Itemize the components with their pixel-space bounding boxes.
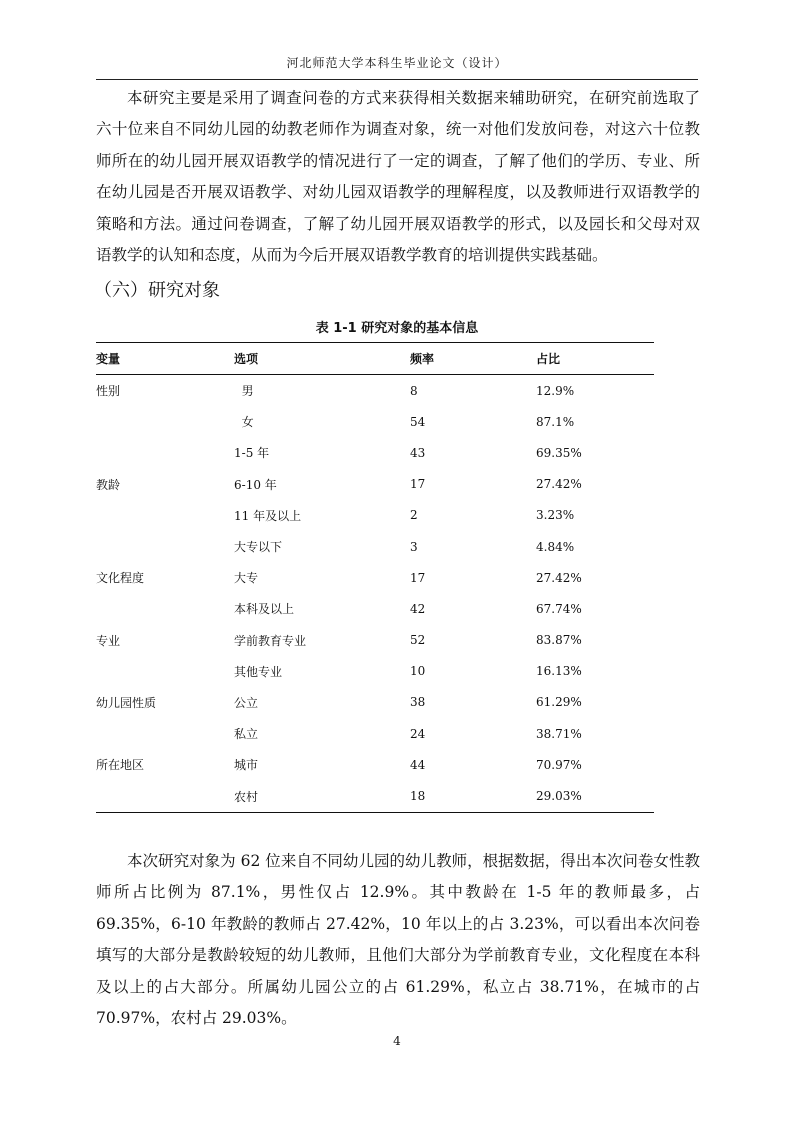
cell-option: 本科及以上 [234, 602, 295, 617]
cell-variable: 教龄 [96, 477, 121, 492]
header-divider [96, 79, 698, 80]
cell-option: 6-10 年 [234, 477, 277, 492]
page-header: 河北师范大学本科生毕业论文（设计） [286, 56, 508, 70]
cell-option: 学前教育专业 [234, 633, 307, 648]
header-option: 选项 [234, 343, 410, 375]
cell-frequency: 2 [410, 508, 418, 523]
cell-frequency: 3 [410, 539, 418, 554]
table-row [96, 780, 654, 812]
cell-percentage: 69.35% [536, 445, 582, 460]
cell-percentage: 27.42% [536, 477, 582, 492]
cell-variable: 幼儿园性质 [96, 695, 157, 710]
subjects-table [96, 342, 654, 813]
cell-option: 公立 [234, 695, 259, 710]
cell-frequency: 38 [410, 695, 426, 710]
table-row [96, 749, 654, 780]
cell-variable: 文化程度 [96, 571, 145, 586]
header-percentage: 占比 [536, 343, 654, 375]
cell-percentage: 16.13% [536, 664, 582, 679]
summary-paragraph: 本次研究对象为 62 位来自不同幼儿园的幼儿教师，根据数据，得出本次问卷女性教师所占比例为 87.1%，男性仅占 12.9%。其中教龄在 1-5 年的教师最多，占 69.35%，6-10 年教龄的教师占 27.42%，10 年以上的占 3.23%，可以看出本次问卷填写的大部分是教龄较短的幼儿教师，且他们大部分为学前教育专业，文化程度在本科及以上的占大部分。所属幼儿园公立的占 61.29%，私立占 38.71%，在城市的占 70.97%，农村占 29.03%。 [96, 852, 700, 1028]
cell-variable [96, 718, 234, 749]
cell-frequency: 10 [410, 664, 426, 679]
cell-variable [96, 656, 234, 687]
cell-percentage: 4.84% [536, 539, 575, 554]
header-variable: 变量 [96, 343, 234, 375]
table-row [96, 375, 654, 407]
cell-option: 其他专业 [234, 664, 283, 679]
table-header-row [96, 343, 654, 375]
cell-option: 1-5 年 [234, 446, 270, 461]
cell-percentage: 29.03% [536, 780, 654, 812]
cell-variable [96, 531, 234, 562]
cell-option: 男 [234, 384, 254, 399]
cell-option: 大专以下 [234, 540, 283, 555]
cell-frequency: 8 [410, 383, 418, 398]
cell-percentage: 87.1% [536, 414, 575, 429]
cell-variable [96, 780, 234, 812]
table-row [96, 406, 654, 437]
cell-variable: 专业 [96, 633, 121, 648]
cell-frequency: 18 [410, 780, 536, 812]
table-row [96, 656, 654, 687]
cell-variable [96, 500, 234, 531]
cell-variable: 所在地区 [96, 758, 145, 773]
cell-percentage: 3.23% [536, 508, 575, 523]
table-row [96, 718, 654, 749]
cell-percentage: 70.97% [536, 757, 582, 772]
cell-percentage: 83.87% [536, 633, 582, 648]
header-frequency: 频率 [410, 343, 536, 375]
cell-option: 女 [234, 415, 254, 430]
cell-frequency: 43 [410, 445, 426, 460]
table-row [96, 562, 654, 593]
cell-variable [96, 406, 234, 437]
table-row [96, 593, 654, 624]
cell-frequency: 44 [410, 757, 426, 772]
cell-option: 城市 [234, 758, 259, 773]
table-caption: 表 1-1 研究对象的基本信息 [315, 321, 479, 336]
table-row [96, 687, 654, 718]
table-row [96, 531, 654, 562]
cell-frequency: 42 [410, 601, 426, 616]
cell-percentage: 61.29% [536, 695, 582, 710]
cell-option: 11 年及以上 [234, 508, 302, 523]
cell-frequency: 24 [410, 726, 426, 741]
table-row [96, 500, 654, 531]
cell-percentage: 27.42% [536, 570, 582, 585]
cell-variable: 性别 [96, 384, 121, 399]
table-row [96, 625, 654, 656]
cell-variable [96, 593, 234, 624]
cell-percentage: 67.74% [536, 601, 582, 616]
cell-frequency: 54 [410, 414, 426, 429]
cell-frequency: 17 [410, 570, 426, 585]
cell-percentage: 38.71% [536, 726, 582, 741]
cell-option: 农村 [234, 780, 410, 812]
table-row [96, 469, 654, 500]
cell-percentage: 12.9% [536, 383, 575, 398]
page-number: 4 [393, 1034, 401, 1048]
cell-frequency: 52 [410, 633, 426, 648]
table-row [96, 437, 654, 468]
section-heading: （六）研究对象 [94, 280, 220, 301]
cell-variable [96, 437, 234, 468]
intro-paragraph: 本研究主要是采用了调查问卷的方式来获得相关数据来辅助研究，在研究前选取了六十位来自不同幼儿园的幼教老师作为调查对象，统一对他们发放问卷，对这六十位教师所在的幼儿园开展双语教学的情况进行了一定的调查，了解了他们的学历、专业、所在幼儿园是否开展双语教学、对幼儿园双语教学的理解程度，以及教师进行双语教学的策略和方法。通过问卷调查，了解了幼儿园开展双语教学的形式，以及园长和父母对双语教学的认知和态度，从而为今后开展双语教学教育的培训提供实践基础。 [96, 89, 700, 265]
cell-option: 私立 [234, 727, 259, 742]
cell-option: 大专 [234, 571, 259, 586]
cell-frequency: 17 [410, 477, 426, 492]
